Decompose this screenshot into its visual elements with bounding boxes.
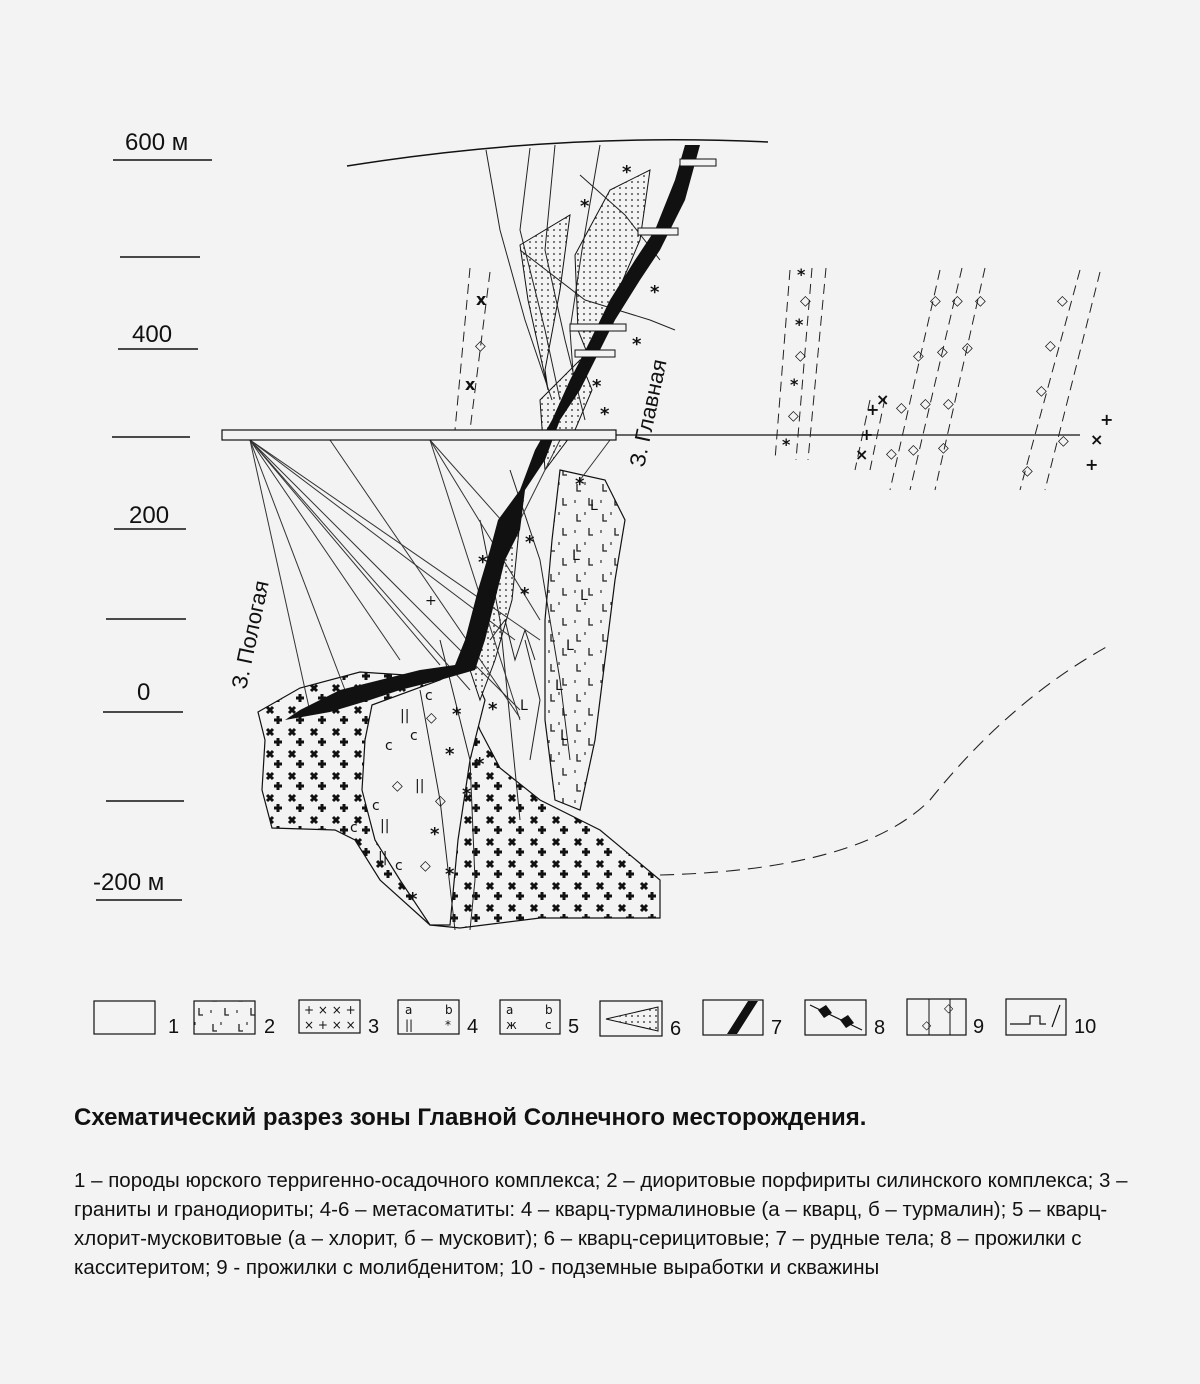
svg-text:*: * bbox=[515, 492, 525, 513]
svg-text:*: * bbox=[408, 889, 418, 910]
svg-text:◇: ◇ bbox=[800, 293, 811, 309]
legend-item-9 bbox=[907, 999, 984, 1038]
svg-text:◇: ◇ bbox=[420, 858, 431, 874]
svg-text:◇: ◇ bbox=[1057, 293, 1068, 309]
svg-text:||: || bbox=[400, 708, 410, 724]
svg-text:◇: ◇ bbox=[962, 340, 973, 356]
svg-text:*: * bbox=[478, 552, 488, 573]
svg-text:× + × ×: × + × × bbox=[304, 1018, 356, 1032]
svg-text:L: L bbox=[580, 588, 588, 604]
svg-text:+: + bbox=[1085, 455, 1099, 474]
svg-text:3: 3 bbox=[368, 1016, 380, 1038]
svg-text:*: * bbox=[488, 584, 498, 605]
svg-text:5: 5 bbox=[568, 1016, 580, 1038]
svg-text:a: a bbox=[405, 1003, 413, 1017]
legend-item-7 bbox=[703, 1000, 782, 1039]
svg-text:*: * bbox=[790, 375, 799, 394]
svg-text:+ × × +: + × × + bbox=[304, 1003, 356, 1017]
svg-text:*: * bbox=[575, 474, 585, 495]
legend-item-5 bbox=[500, 1000, 579, 1038]
svg-text:c: c bbox=[385, 738, 393, 754]
svg-text:*: * bbox=[592, 376, 602, 397]
dashed-contact bbox=[660, 645, 1110, 875]
svg-text:◇: ◇ bbox=[896, 400, 907, 416]
scale-label-0: 0 bbox=[137, 679, 151, 706]
scale-label-minus-200: -200 м bbox=[93, 869, 165, 896]
zone-label-main: З. Главная bbox=[624, 356, 672, 470]
svg-text:*: * bbox=[475, 754, 485, 775]
svg-text:◇: ◇ bbox=[1058, 433, 1069, 449]
legend-item-1 bbox=[94, 1001, 179, 1038]
svg-text:◇: ◇ bbox=[795, 348, 806, 364]
svg-text:L: L bbox=[590, 498, 598, 514]
svg-text:c: c bbox=[545, 1018, 552, 1032]
svg-text:*: * bbox=[488, 699, 498, 720]
scale-label-600: 600 м bbox=[125, 129, 189, 156]
svg-text:◇: ◇ bbox=[943, 396, 954, 412]
svg-text:6: 6 bbox=[670, 1018, 682, 1040]
svg-text:◇: ◇ bbox=[913, 348, 924, 364]
svg-text:ж: ж bbox=[506, 1018, 517, 1032]
svg-text:c: c bbox=[425, 688, 433, 704]
svg-text:◇: ◇ bbox=[944, 1001, 954, 1015]
svg-text:◇: ◇ bbox=[938, 440, 949, 456]
svg-text:x: x bbox=[465, 375, 476, 394]
legend-description: 1 – породы юрского терригенно-осадочного комплекса; 2 – диоритовые порфириты силинского комплекса; 3 – граниты и гранодиориты; 4-6 – метасоматиты: 4 – кварц-турмалиновые (а – кварц, б – турмалин); 5 – кварц-хлорит-мусковитовые (а – хлорит, б – мусковит); 6 – кварц-серицитовые; 7 – рудные тела; 8 – прожилки с касситеритом; 9 - прожилки с молибденитом; 10 - подземные выработки и скважины bbox=[74, 1169, 1128, 1279]
legend-item-10 bbox=[1006, 999, 1096, 1038]
svg-text:◇: ◇ bbox=[1045, 338, 1056, 354]
svg-text:+: + bbox=[1100, 410, 1114, 429]
svg-text:*: * bbox=[445, 744, 455, 765]
svg-text:+: + bbox=[866, 400, 880, 419]
svg-text:×: × bbox=[1090, 430, 1104, 449]
svg-text:a: a bbox=[506, 1003, 514, 1017]
svg-text:c: c bbox=[395, 858, 403, 874]
svg-text:1: 1 bbox=[168, 1016, 180, 1038]
diorite-body bbox=[545, 470, 625, 810]
svg-text:L: L bbox=[520, 698, 528, 714]
legend-item-2 bbox=[194, 1001, 275, 1038]
legend-item-6 bbox=[600, 1001, 681, 1040]
elevation-scale bbox=[93, 129, 212, 900]
svg-text:×: × bbox=[855, 445, 869, 464]
svg-text:*: * bbox=[445, 864, 455, 885]
svg-text:◇: ◇ bbox=[975, 293, 986, 309]
svg-text:*: * bbox=[462, 784, 472, 805]
svg-text:L: L bbox=[555, 678, 563, 694]
svg-text:◇: ◇ bbox=[1022, 463, 1033, 479]
svg-text:b: b bbox=[545, 1003, 553, 1017]
svg-text:◇: ◇ bbox=[922, 1018, 932, 1032]
svg-text:L: L bbox=[560, 728, 568, 744]
scale-label-200: 200 bbox=[129, 502, 170, 529]
svg-text:◇: ◇ bbox=[908, 442, 919, 458]
svg-text:*: * bbox=[795, 315, 804, 334]
svg-text:◇: ◇ bbox=[435, 793, 446, 809]
svg-text:*: * bbox=[452, 704, 462, 725]
svg-text:x: x bbox=[476, 290, 487, 309]
svg-text:7: 7 bbox=[771, 1017, 783, 1039]
svg-text:◇: ◇ bbox=[475, 338, 486, 354]
svg-text:||: || bbox=[415, 778, 425, 794]
svg-text:b: b bbox=[445, 1003, 453, 1017]
legend bbox=[94, 999, 1096, 1040]
svg-text:c: c bbox=[410, 728, 418, 744]
svg-text:◇: ◇ bbox=[392, 778, 403, 794]
legend-item-4 bbox=[398, 1000, 478, 1038]
zone-label-gentle: З. Пологая bbox=[226, 578, 274, 692]
svg-text:c: c bbox=[350, 820, 358, 836]
svg-text:*: * bbox=[782, 435, 791, 454]
svg-text:◇: ◇ bbox=[952, 293, 963, 309]
svg-text:◇: ◇ bbox=[886, 446, 897, 462]
svg-text:*: * bbox=[445, 1018, 451, 1032]
svg-text:10: 10 bbox=[1074, 1016, 1097, 1038]
svg-text:L: L bbox=[572, 548, 580, 564]
svg-text:L: L bbox=[566, 638, 574, 654]
svg-text:9: 9 bbox=[973, 1016, 985, 1038]
svg-text:*: * bbox=[632, 334, 642, 355]
scale-label-400: 400 bbox=[132, 321, 173, 348]
svg-text:2: 2 bbox=[264, 1016, 276, 1038]
svg-text:◇: ◇ bbox=[426, 710, 437, 726]
svg-text:+: + bbox=[425, 593, 437, 609]
figure-caption: Схематический разрез зоны Главной Солнечного месторождения. bbox=[74, 1104, 867, 1131]
svg-text:||: || bbox=[380, 818, 390, 834]
svg-text:◇: ◇ bbox=[930, 293, 941, 309]
svg-text:◇: ◇ bbox=[788, 408, 799, 424]
svg-text:c: c bbox=[372, 798, 380, 814]
svg-text:8: 8 bbox=[874, 1017, 886, 1039]
svg-text:*: * bbox=[797, 265, 806, 284]
sericite-wedge bbox=[520, 215, 570, 390]
svg-text:+: + bbox=[860, 425, 874, 444]
svg-text:*: * bbox=[650, 282, 660, 303]
legend-item-3 bbox=[299, 1000, 379, 1038]
svg-text:||: || bbox=[378, 850, 388, 866]
svg-text:×: × bbox=[876, 390, 890, 409]
svg-text:||: || bbox=[405, 1018, 414, 1032]
svg-text:*: * bbox=[580, 196, 590, 217]
svg-text:◇: ◇ bbox=[1036, 383, 1047, 399]
svg-text:*: * bbox=[622, 162, 632, 183]
svg-text:*: * bbox=[525, 532, 535, 553]
svg-text:*: * bbox=[600, 404, 610, 425]
svg-text:4: 4 bbox=[467, 1016, 479, 1038]
svg-text:*: * bbox=[430, 824, 440, 845]
legend-item-8 bbox=[805, 1000, 885, 1039]
svg-text:*: * bbox=[520, 584, 530, 605]
svg-text:◇: ◇ bbox=[937, 344, 948, 360]
svg-text:◇: ◇ bbox=[920, 396, 931, 412]
